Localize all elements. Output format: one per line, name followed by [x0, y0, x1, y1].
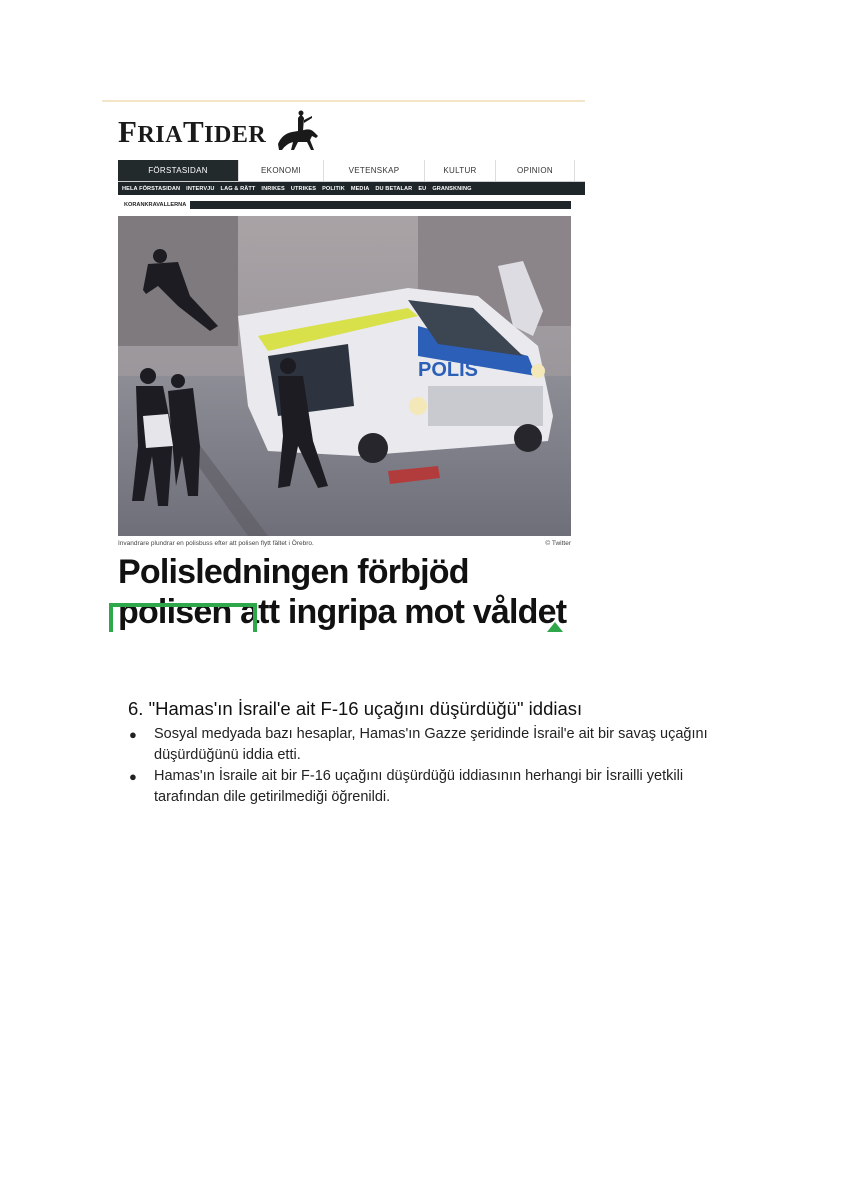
photo-caption: Invandrare plundrar en polisbuss efter att polisen flytt fältet i Örebro. [118, 540, 314, 547]
photo-credit: © Twitter [545, 540, 571, 547]
tab-opinion[interactable]: OPINION [496, 160, 575, 181]
subnav-item[interactable]: DU BETALAR [375, 185, 413, 192]
green-corner-marker [547, 622, 563, 632]
subnav-item[interactable]: GRANSKNING [432, 185, 472, 192]
subnav-item[interactable]: POLITIK [322, 185, 345, 192]
subnav-item[interactable]: HELA FÖRSTASIDAN [122, 185, 181, 192]
van-polis-text: POLIS [418, 359, 479, 381]
tab-vetenskap[interactable]: VETENSKAP [324, 160, 425, 181]
top-border [102, 100, 585, 102]
tab-ekonomi[interactable]: EKONOMI [239, 160, 324, 181]
bullet-list [128, 724, 738, 808]
photo-caption-row [118, 540, 571, 550]
bullet-dot-icon: ● [129, 727, 137, 742]
bullet-dot-icon: ● [129, 769, 137, 784]
horse-rider-logo-icon [274, 110, 324, 154]
section-label: KORANKRAVALLERNA [118, 201, 190, 209]
subnav-item[interactable]: INTERVJU [186, 185, 215, 192]
bullet-item [128, 724, 738, 766]
section-label-bar [118, 201, 571, 209]
bullet-text: Sosyal medyada bazı hesaplar, Hamas'ın Gazze şeridinde İsrail'e ait bir savaş uçağını düşürdüğünü iddia etti. [154, 726, 708, 763]
green-highlight-box [109, 603, 257, 632]
bullet-item [128, 766, 738, 808]
headline-line-2: polisen att ingripa mot våldet [118, 593, 567, 631]
bullet-text: Hamas'ın İsraile ait bir F-16 uçağını düşürdüğü iddiasının herhangi bir İsrailli yetkili tarafından dile getirilmediği öğrenildi. [154, 768, 684, 805]
subnav-item[interactable]: INRIKES [261, 185, 285, 192]
tab-kultur[interactable]: KULTUR [425, 160, 496, 181]
embedded-news-screenshot [102, 100, 585, 632]
subnav-item[interactable]: MEDIA [350, 185, 370, 192]
sub-nav [118, 182, 585, 195]
main-nav [118, 160, 585, 182]
news-photo [118, 216, 571, 536]
subnav-item[interactable]: LAG & RÄTT [220, 185, 256, 192]
subnav-item[interactable]: UTRIKES [290, 185, 317, 192]
item-title: 6. "Hamas'ın İsrail'e ait F-16 uçağını düşürdüğü" iddiası [128, 698, 583, 719]
headline-line-1: Polisledningen förbjöd [118, 553, 469, 591]
friatider-logo: FRIATIDER [118, 114, 267, 149]
subnav-item[interactable]: EU [418, 185, 427, 192]
friatider-masthead [118, 110, 324, 154]
tab-forstasidan[interactable]: FÖRSTASIDAN [118, 160, 239, 181]
